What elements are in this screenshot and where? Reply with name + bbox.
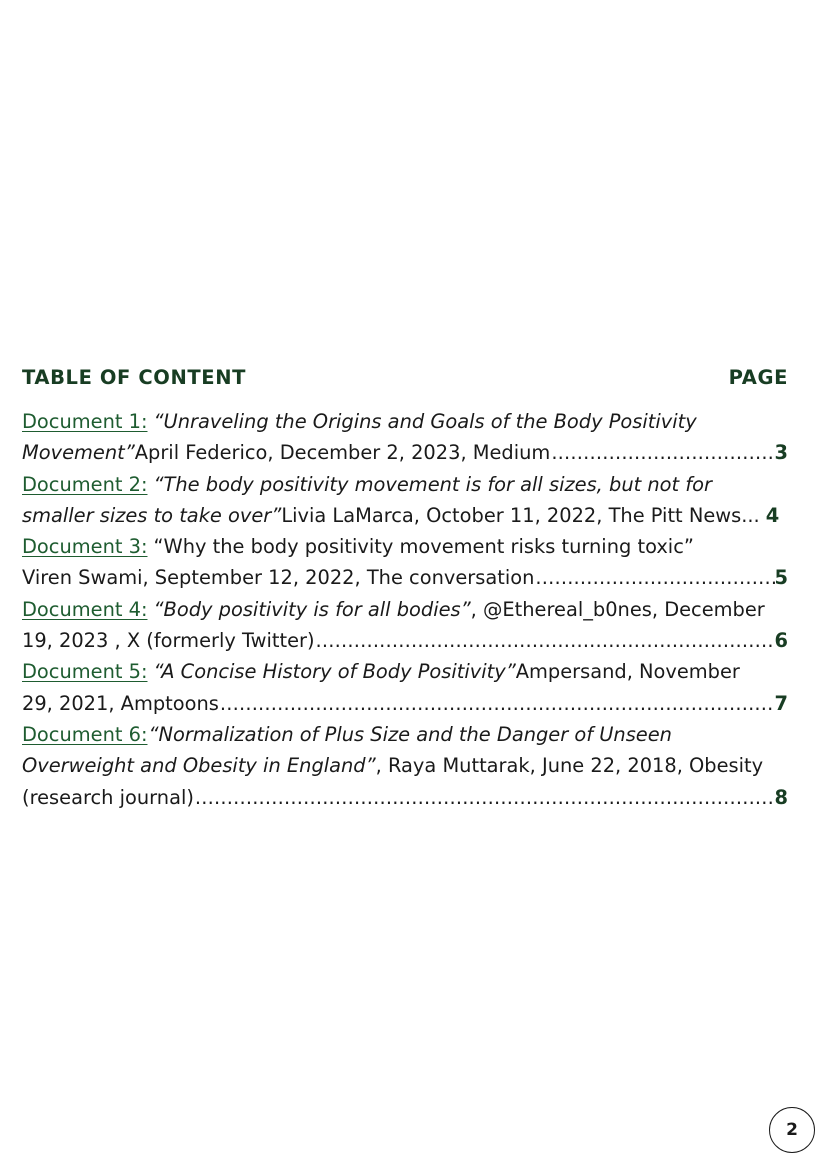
dot-leader — [551, 437, 774, 468]
toc-entry-document-6 — [22, 719, 788, 813]
document-5-source: 29, 2021, Amptoons — [22, 691, 219, 715]
document-5-link[interactable]: Document 5: — [22, 660, 148, 684]
dot-leader — [220, 688, 775, 719]
document-6-author: , Raya Muttarak, June 22, 2018, Obesity — [375, 754, 764, 778]
toc-entry-document-2 — [22, 469, 788, 532]
document-3-link[interactable]: Document 3: — [22, 535, 148, 559]
document-2-link[interactable]: Document 2: — [22, 472, 148, 496]
document-4-source: 19, 2023 , X (formerly Twitter) — [22, 629, 315, 653]
document-2-title-cont: smaller sizes to take over” — [22, 503, 282, 527]
document-2-page: 4 — [765, 503, 780, 527]
dot-leader — [535, 562, 774, 593]
toc-entry-document-4 — [22, 594, 788, 657]
dot-leader — [195, 782, 775, 813]
document-1-link[interactable]: Document 1: — [22, 410, 148, 433]
document-6-title-cont: Overweight and Obesity in England” — [22, 754, 376, 778]
page-number: 2 — [786, 1120, 798, 1140]
page-number-badge — [769, 1107, 815, 1153]
dot-leader — [316, 625, 775, 656]
toc-entry-document-3 — [22, 531, 788, 594]
document-1-source: April Federico, December 2, 2023, Medium — [134, 441, 551, 465]
document-6-link[interactable]: Document 6: — [22, 722, 148, 746]
document-2-title: “The body positivity movement is for all sizes, but not for — [153, 472, 712, 496]
toc-page-label: PAGE — [728, 366, 788, 389]
document-1-title-cont: Movement” — [22, 441, 135, 465]
document-5-title: “A Concise History of Body Positivity” — [153, 660, 516, 684]
document-4-page: 6 — [774, 629, 788, 653]
document-4-link[interactable]: Document 4: — [22, 597, 148, 621]
toc-entry-document-5 — [22, 656, 788, 719]
document-3-title: “Why the body positivity movement risks turning toxic” — [153, 535, 694, 559]
document-6-page: 8 — [774, 785, 788, 809]
toc-entry-document-1 — [22, 406, 788, 469]
document-1-page: 3 — [774, 441, 788, 465]
table-of-contents — [22, 366, 788, 813]
document-6-title: “Normalization of Plus Size and the Danger of Unseen — [148, 722, 672, 746]
document-1-title: “Unraveling the Origins and Goals of the Body Positivity — [153, 410, 697, 433]
toc-title: TABLE OF CONTENT — [22, 366, 247, 389]
document-6-source: (research journal) — [22, 785, 194, 809]
document-4-author: , @Ethereal_b0nes, December — [470, 597, 765, 621]
document-2-source: Livia LaMarca, October 11, 2022, The Pitt News... — [281, 503, 760, 527]
document-5-page: 7 — [774, 691, 788, 715]
document-5-author: Ampersand, November — [515, 660, 740, 684]
document-4-title: “Body positivity is for all bodies” — [153, 597, 471, 621]
document-3-page: 5 — [774, 566, 788, 590]
document-3-source: Viren Swami, September 12, 2022, The conversation — [22, 566, 535, 590]
toc-header — [22, 366, 788, 396]
